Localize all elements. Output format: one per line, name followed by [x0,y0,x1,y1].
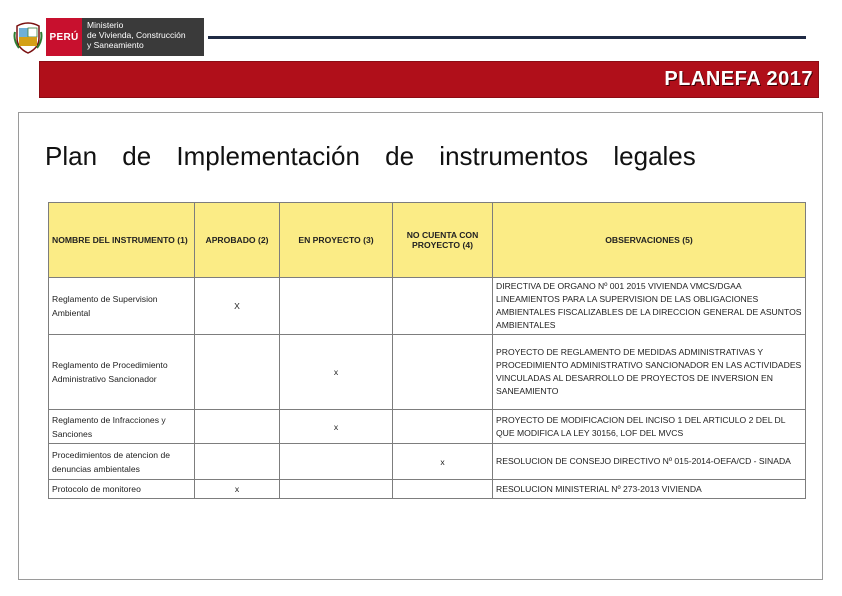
ministry-name [82,18,204,56]
table-row [49,444,806,480]
observaciones-text: RESOLUCION DE CONSEJO DIRECTIVO Nº 015-2014-OEFA/CD - SINADA [493,444,806,480]
en-proyecto-mark [280,480,393,499]
table-row [49,410,806,444]
aprobado-mark [195,410,280,444]
observaciones-text: PROYECTO DE MODIFICACION DEL INCISO 1 DEL ARTICULO 2 DEL DL QUE MODIFICA LA LEY 30156, LOF DEL MVCS [493,410,806,444]
ministry-logo [10,18,204,56]
ministry-line-3: y Saneamiento [87,40,144,50]
aprobado-mark: x [195,480,280,499]
instrument-name: Reglamento de Infracciones y Sanciones [49,410,195,444]
instrument-name: Reglamento de Procedimiento Administrativo Sancionador [49,335,195,410]
banner-title: PLANEFA 2017 [664,68,813,90]
instrument-name: Protocolo de monitoreo [49,480,195,499]
column-header-aprobado: APROBADO (2) [195,203,280,278]
table-row [49,278,806,335]
observaciones-text: RESOLUCION MINISTERIAL Nº 273-2013 VIVIENDA [493,480,806,499]
title-banner [39,61,819,98]
ministry-line-2: de Vivienda, Construcción [87,30,186,40]
en-proyecto-mark [280,444,393,480]
coat-of-arms-icon [10,18,46,56]
column-header-no-cuenta: NO CUENTA CON PROYECTO (4) [393,203,493,278]
instruments-table [48,202,806,499]
column-header-observaciones: OBSERVACIONES (5) [493,203,806,278]
no-cuenta-mark: x [393,444,493,480]
peru-label: PERÚ [46,18,82,56]
observaciones-text: PROYECTO DE REGLAMENTO DE MEDIDAS ADMINISTRATIVAS Y PROCEDIMIENTO ADMINISTRATIVO SANCIONADOR EN LAS ACTIVIDADES VINCULADAS AL DESARROLLO DE PROYECTOS DE INVERSION EN SANEAMIENTO [493,335,806,410]
aprobado-mark: X [195,278,280,335]
column-header-instrument: NOMBRE DEL INSTRUMENTO (1) [49,203,195,278]
no-cuenta-mark [393,278,493,335]
column-header-en-proyecto: EN PROYECTO (3) [280,203,393,278]
en-proyecto-mark [280,278,393,335]
instrument-name: Reglamento de Supervision Ambiental [49,278,195,335]
ministry-line-1: Ministerio [87,20,124,30]
header-divider [208,36,806,39]
no-cuenta-mark [393,480,493,499]
page-header [0,0,842,60]
table-row [49,335,806,410]
no-cuenta-mark [393,335,493,410]
en-proyecto-mark: x [280,335,393,410]
aprobado-mark [195,444,280,480]
observaciones-text: DIRECTIVA DE ORGANO Nº 001 2015 VIVIENDA VMCS/DGAA LINEAMIENTOS PARA LA SUPERVISION DE LAS OBLIGACIONES AMBIENTALES FISCALIZABLES DE LA DIRECCION GENERAL DE ASUNTOS AMBIENTALES [493,278,806,335]
table-row [49,480,806,499]
instrument-name: Procedimientos de atencion de denuncias ambientales [49,444,195,480]
no-cuenta-mark [393,410,493,444]
aprobado-mark [195,335,280,410]
en-proyecto-mark: x [280,410,393,444]
slide-title: Plan de Implementación de instrumentos legales [45,141,696,171]
table-header-row [49,203,806,278]
